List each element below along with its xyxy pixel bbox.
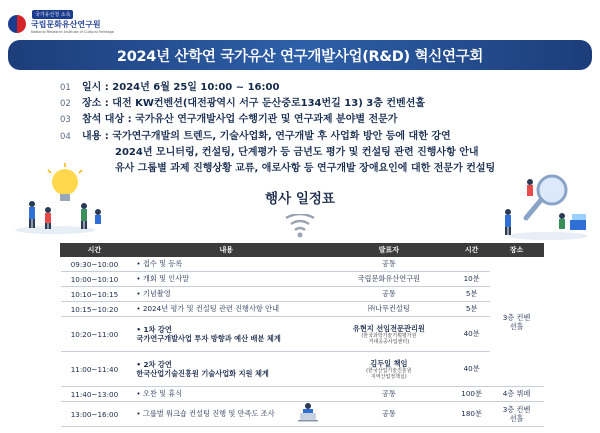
speaker-affiliation: (한국산업기술진흥원 (366, 367, 412, 374)
org-tag: 국가유산청 소속 (32, 10, 73, 19)
row-duration: 180분 (454, 402, 490, 427)
org-logo (8, 6, 128, 36)
row-duration: 40분 (454, 352, 490, 387)
row-speaker: ㈜나무컨설팅 (324, 302, 454, 317)
table-row (61, 302, 544, 317)
org-english-name: National Research Institute of Cultural Heritage (31, 30, 114, 34)
lecture-number: • 2차 강연 (136, 360, 172, 369)
laptop-person-icon (295, 402, 321, 422)
row-time: 09:30~10:00 (61, 257, 129, 272)
row-content: • 기념촬영 (128, 287, 324, 302)
header-duration: 시간 (454, 244, 490, 257)
row-speaker: 국립문화유산연구원 (324, 272, 454, 287)
row-duration: 10분 (454, 272, 490, 287)
info-content-continued-2: 유사 그룹별 과제 진행상황 교류, 애로사항 등 연구개발 장애요인에 대한 전문가 컨설팅 (115, 162, 496, 174)
row-speaker (324, 317, 454, 352)
row-time: 11:40~13:00 (61, 387, 129, 402)
row-place-last (490, 402, 544, 427)
org-name: 국립문화유산연구원 (31, 20, 101, 29)
row-speaker (324, 352, 454, 387)
event-info-list (60, 80, 580, 177)
header-speaker: 발표자 (324, 244, 454, 257)
table-row (61, 257, 544, 272)
row-time: 13:00~16:00 (61, 402, 129, 427)
row-content: • 접수 및 등록 (128, 257, 324, 272)
place-last-label: 3층 컨벤션홀 (502, 405, 531, 423)
row-duration: 5분 (454, 287, 490, 302)
broadcast-icon (282, 214, 318, 240)
speaker-name: 김두일 책임 (370, 358, 408, 368)
row-content: • 그룹별 워크숍 컨설팅 진행 및 만족도 조사 (128, 402, 324, 427)
schedule-table (60, 243, 544, 427)
table-row (61, 272, 544, 287)
lecture-title: 한국산업기술진흥원 기술사업화 지원 체계 (136, 369, 269, 378)
row-duration: 100분 (454, 387, 490, 402)
schedule-heading (0, 187, 600, 207)
info-item-date: 01 일시 : 2024년 6월 25일 10:00 ~ 16:00 (60, 82, 280, 93)
speaker-department: 거대공공사업센터) (368, 338, 410, 345)
table-row (61, 287, 544, 302)
info-content-continued-1: 2024년 모니터링, 컨설팅, 단계평가 등 금년도 평가 및 컨설팅 관련 진행사항 안내 (115, 146, 479, 158)
lecture-number: • 1차 강연 (136, 325, 172, 334)
taegeuk-logo-icon (8, 15, 26, 33)
row-time: 10:00~10:10 (61, 272, 129, 287)
info-item-content: 04 내용 : 국가연구개발의 트렌드, 기술사업화, 연구개발 후 사업화 방안 등에 대한 강연 (60, 130, 451, 142)
row-speaker: 공통 (324, 402, 454, 427)
row-content (128, 352, 324, 387)
info-item-venue: 02 장소 : 대전 KW컨벤션(대전광역시 서구 둔산중로134번길 13) 3층 컨벤션홀 (60, 98, 426, 110)
header-content: 내용 (128, 244, 324, 257)
table-row (61, 387, 544, 402)
table-row (61, 317, 544, 352)
row-place-main (490, 257, 544, 387)
speaker-department: 지역산업정책실) (370, 373, 407, 380)
row-time: 10:10~10:15 (61, 287, 129, 302)
schedule-title: 행사 일정표 (265, 191, 335, 207)
table-row (61, 352, 544, 387)
header-place: 장소 (490, 244, 544, 257)
row-speaker: 공통 (324, 287, 454, 302)
row-time: 10:20~11:00 (61, 317, 129, 352)
row-content (128, 317, 324, 352)
row-duration (454, 257, 490, 272)
row-content: • 2024년 평가 및 컨설팅 관련 진행사항 안내 (128, 302, 324, 317)
row-time: 10:15~10:20 (61, 302, 129, 317)
speaker-name: 유현지 선임전문관리원 (352, 323, 425, 333)
row-time: 11:00~11:40 (61, 352, 129, 387)
title-banner (8, 40, 592, 70)
row-duration: 40분 (454, 317, 490, 352)
row-speaker: 공통 (324, 257, 454, 272)
place-main-label: 3층 컨벤션홀 (502, 312, 531, 331)
row-content: • 개회 및 인사말 (128, 272, 324, 287)
row-speaker: 공통 (324, 387, 454, 402)
row-duration: 5분 (454, 302, 490, 317)
lecture-title: 국가연구개발사업 투자 방향과 예산 배분 체계 (136, 334, 281, 343)
row-content: • 오찬 및 휴식 (128, 387, 324, 402)
speaker-affiliation: (한국과학기술기획평가원 (361, 332, 417, 339)
header-time: 시간 (61, 244, 129, 257)
info-item-attendees: 03 참석 대상 : 국가유산 연구개발사업 수행기관 및 연구과제 분야별 전문가 (60, 114, 398, 126)
page-title: 2024년 산학연 국가유산 연구개발사업(R&D) 혁신연구회 (116, 48, 484, 65)
row-place-lunch: 4층 뷔페 (490, 387, 544, 402)
table-header-row (61, 244, 544, 257)
